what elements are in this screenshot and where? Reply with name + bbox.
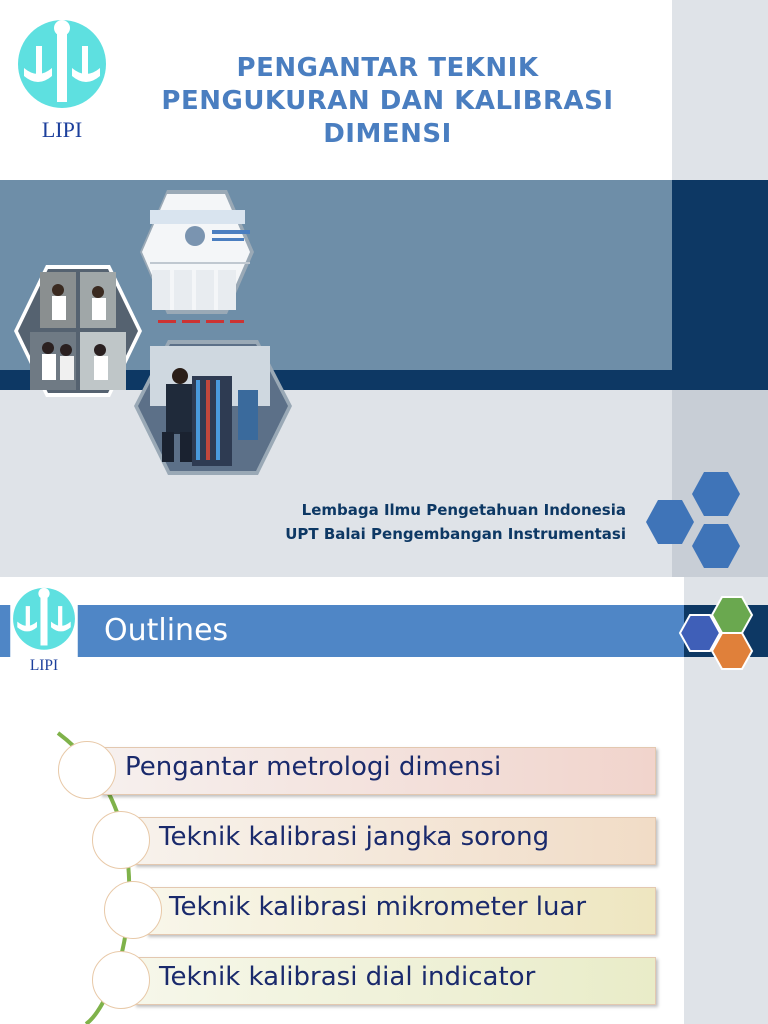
lipi-logo [10,585,78,675]
decorative-hexagons [640,468,750,573]
subtitle-line-2: UPT Balai Pengembangan Instrumentasi [285,525,626,543]
list-item[interactable] [134,957,656,1005]
bullet-circle [92,811,150,869]
list-item[interactable] [100,747,656,795]
subtitle-line-1: Lembaga Ilmu Pengetahuan Indonesia [301,501,626,519]
lab-collage-hex [14,265,142,397]
list-item[interactable] [134,817,656,865]
title-line-2: PENGUKURAN DAN KALIBRASI [161,86,614,116]
page-title [120,52,655,151]
website-photo-hex [140,190,254,323]
photo-band-accent [672,180,768,390]
outlines-heading: Outlines [104,613,229,648]
heading-band [0,605,684,657]
photo-hexagons [0,180,310,480]
title-line-1: PENGANTAR TEKNIK [236,53,539,83]
subtitle [285,498,626,546]
outlines-slide [0,577,768,1024]
color-hexagons [678,595,758,671]
list-item-label: Teknik kalibrasi dial indicator [159,962,536,992]
lipi-logo-text: LIPI [29,657,59,675]
bullet-circle [58,741,116,799]
list-item[interactable] [146,887,656,935]
lipi-logo-text: LIPI [41,117,83,142]
bullet-circle [92,951,150,1009]
list-item-label: Pengantar metrologi dimensi [125,752,502,782]
title-line-3: DIMENSI [323,119,452,149]
bullet-circle [104,881,162,939]
lipi-logo [14,16,110,144]
outline-list [0,717,700,1024]
list-item-label: Teknik kalibrasi jangka sorong [159,822,550,852]
technician-photo-hex [134,340,292,475]
list-item-label: Teknik kalibrasi mikrometer luar [169,892,587,922]
